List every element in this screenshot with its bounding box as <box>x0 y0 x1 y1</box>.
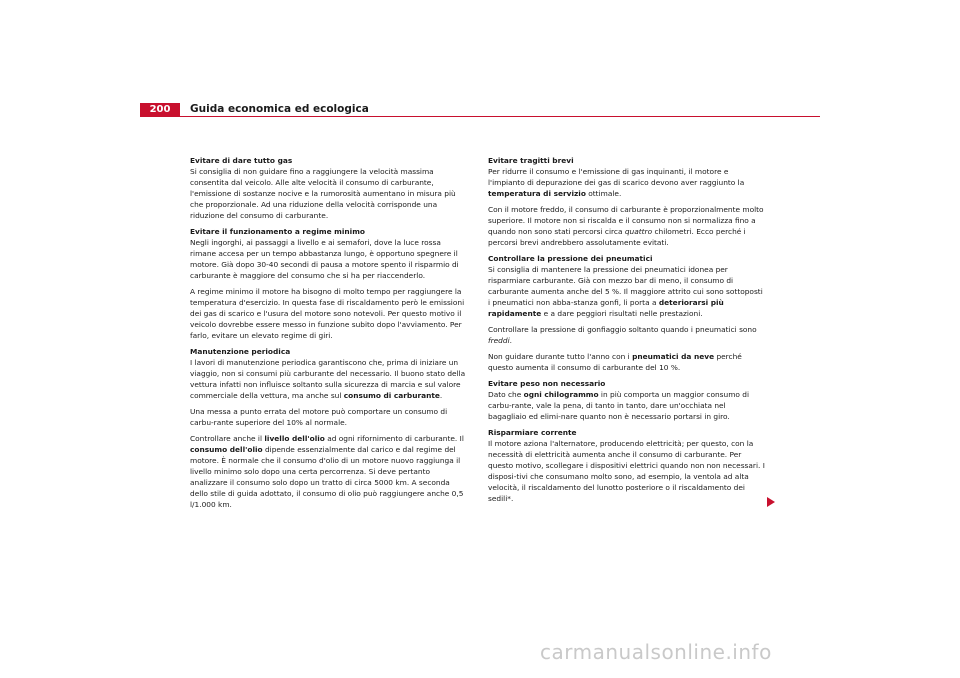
text: . <box>509 336 512 345</box>
text: perché questo aumenta il consumo di carburante del 10 %. <box>488 352 742 372</box>
text: Per ridurre il consumo e l'emissione di gas inquinanti, il motore e l'impianto di depurazione dei gas di scarico devono aver raggiunto la <box>488 167 745 187</box>
text: Si consiglia di mantenere la pressione dei pneumatici idonea per risparmiare carburante. Già con mezzo bar di meno, il consumo di carburante aumenta anche del 5 %. Il maggiore attrito cui sono sottoposti i pneumatici non abba-stanza gonfi, li porta a <box>488 265 763 307</box>
section-title: Evitare tragitti brevi <box>488 156 574 165</box>
italic-text: freddi <box>488 336 510 345</box>
watermark: carmanualsonline.info <box>540 640 772 664</box>
paragraph <box>488 324 766 346</box>
bold-text: pneumatici da neve <box>632 352 715 361</box>
paragraph <box>190 433 468 510</box>
bold-text: livello dell'olio <box>264 434 325 443</box>
bold-text: consumo dell'olio <box>190 445 263 454</box>
paragraph: Negli ingorghi, ai passaggi a livello e ai semafori, dove la luce rossa rimane accesa per un tempo abbastanza lungo, è opportuno spegnere il motore. Già dopo 30-40 secondi di pausa a motore spento il risparmio di carburante è maggiore del consumo che si ha per riaccenderlo. <box>190 238 459 280</box>
bold-text: ogni chilogrammo <box>523 390 599 399</box>
paragraph: Il motore aziona l'alternatore, producendo elettricità; per questo, con la necessità di elettricità aumenta anche il consumo di carburante. Per questo motivo, scollegare i dispositivi elettrici quando non non necessari. I disposi-tivi che consumano molto sono, ad esempio, la ventola ad alta velocità, il riscaldamento del lunotto posteriore o il riscaldamento dei sedili*. <box>488 439 765 503</box>
paragraph <box>190 357 468 401</box>
text: I lavori di manutenzione periodica garantiscono che, prima di iniziare un viaggio, non si consumi più carburante del necessario. Il buono stato della vettura infatti non influisce soltanto sulla sicurezza di marcia e sul valore commerciale della vettura, ma anche sul <box>190 358 466 400</box>
text: in più comporta un maggior consumo di carbu-rante, vale la pena, di tanto in tanto, dare un'occhiata nel bagagliaio ed elimi-nare quanto non è necessario portarsi in giro. <box>488 390 750 421</box>
paragraph: Si consiglia di non guidare fino a raggiungere la velocità massima consentita dal veicolo. Alle alte velocità il consumo di carburante, l'emissione di sostanze nocive e la rumorosità aumentano in misura più che proporzionale. Ad una riduzione della velocità corrisponde una riduzione del consumo di carburante. <box>190 167 456 220</box>
paragraph <box>488 204 766 248</box>
bold-text: temperatura di servizio <box>488 189 586 198</box>
text: chilometri. Ecco perché i percorsi brevi andrebbero assolutamente evitati. <box>488 227 746 247</box>
header-rule <box>140 116 820 117</box>
text: Non guidare durante tutto l'anno con i <box>488 352 633 361</box>
text: ad ogni rifornimento di carburante. Il <box>324 434 464 443</box>
section-short-trips <box>488 155 766 248</box>
text: Controllare anche il <box>190 434 265 443</box>
paragraph: A regime minimo il motore ha bisogno di molto tempo per raggiungere la temperatura d'esercizio. In questa fase di riscaldamento però le emissioni dei gas di scarico e l'usura del motore sono notevoli. Per questo motivo il veicolo dovrebbe essere messo in funzione subito dopo l'avviamento. Per farlo, evitare un elevato regime di giri. <box>190 287 465 340</box>
section-save-power <box>488 427 766 504</box>
text: Dato che <box>488 390 524 399</box>
paragraph <box>488 351 766 373</box>
section-title: Evitare di dare tutto gas <box>190 156 293 165</box>
section-title: Evitare il funzionamento a regime minimo <box>190 227 365 236</box>
section-title: Manutenzione periodica <box>190 347 291 356</box>
text: ottimale. <box>585 189 622 198</box>
section-weight <box>488 378 766 422</box>
page-number: 200 <box>140 103 180 117</box>
bold-text: deteriorarsi più rapidamente <box>488 298 724 318</box>
section-title: Controllare la pressione dei pneumatici <box>488 254 653 263</box>
bold-text: consumo di carburante <box>343 391 440 400</box>
section-full-throttle <box>190 155 468 221</box>
section-title: Evitare peso non necessario <box>488 379 606 388</box>
paragraph <box>488 389 766 422</box>
text: Controllare la pressione di gonfiaggio soltanto quando i pneumatici sono <box>488 325 757 334</box>
text: dipende essenzialmente dal carico e dal regime del motore. È normale che il consumo d'olio di un motore nuovo raggiunga il livello minimo solo dopo una certa percorrenza. Si deve pertanto analizzare il consumo solo dopo un tratto di circa 5000 km. A seconda dello stile di guida adottato, il consumo di olio può raggiungere anche 0,5 l/1.000 km. <box>190 445 464 509</box>
page-title: Guida economica ed ecologica <box>190 103 369 115</box>
section-title: Risparmiare corrente <box>488 428 577 437</box>
text: Con il motore freddo, il consumo di carburante è proporzionalmente molto superiore. Il motore non si riscalda e il consumo non si normalizza fino a quando non sono stati percorsi circa <box>488 205 764 236</box>
section-maintenance <box>190 346 468 510</box>
left-column <box>190 155 468 515</box>
paragraph: Una messa a punto errata del motore può comportare un consumo di carbu-rante superiore del 10% al normale. <box>190 407 448 427</box>
italic-text: quattro <box>624 227 653 236</box>
text: . <box>439 391 443 400</box>
right-column <box>488 155 766 509</box>
paragraph <box>488 166 766 199</box>
text: e a dare peggiori risultati nelle prestazioni. <box>541 309 703 318</box>
section-idle <box>190 226 468 341</box>
section-tyre-pressure <box>488 253 766 373</box>
paragraph <box>488 264 766 319</box>
arrow-right-icon <box>767 497 775 507</box>
